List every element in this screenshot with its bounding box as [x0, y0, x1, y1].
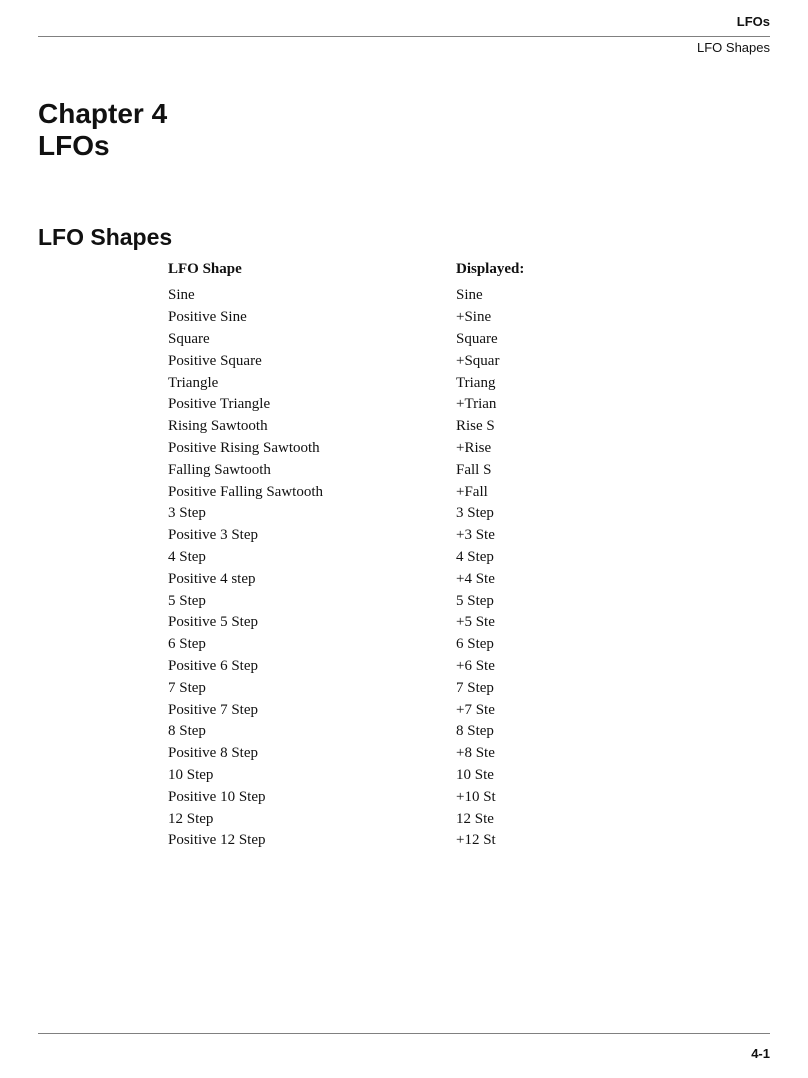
- displayed-cell: 6 Step: [456, 636, 494, 653]
- lfo-shape-cell: 10 Step: [168, 766, 214, 783]
- table-body: [168, 285, 576, 852]
- displayed-cell: Square: [456, 330, 498, 347]
- header-section-label: LFO Shapes: [697, 40, 770, 55]
- lfo-shape-table: [168, 259, 576, 852]
- displayed-cell: +8 Ste: [456, 745, 495, 762]
- table-row: [168, 765, 576, 787]
- lfo-shape-cell: Triangle: [168, 374, 219, 391]
- lfo-shape-cell: 4 Step: [168, 548, 206, 565]
- section-title: LFO Shapes: [38, 224, 173, 250]
- header-rule: [38, 36, 770, 37]
- lfo-shape-cell: Positive Triangle: [168, 396, 271, 413]
- footer-rule: [38, 1033, 770, 1034]
- table-header-row: [168, 259, 576, 285]
- lfo-shape-cell: Positive 10 Step: [168, 788, 266, 805]
- column-header-displayed: Displayed:: [456, 261, 525, 277]
- table-row: [168, 416, 576, 438]
- displayed-cell: +Trian: [456, 396, 497, 413]
- displayed-cell: +4 Ste: [456, 570, 495, 587]
- lfo-shape-cell: Positive 7 Step: [168, 701, 259, 718]
- lfo-shape-cell: Positive Sine: [168, 309, 247, 326]
- lfo-shape-cell: Sine: [168, 287, 195, 304]
- lfo-shape-cell: 5 Step: [168, 592, 206, 609]
- lfo-shape-cell: 12 Step: [168, 810, 214, 827]
- displayed-cell: 3 Step: [456, 505, 494, 522]
- table-row: [168, 830, 576, 852]
- lfo-shape-cell: Positive 3 Step: [168, 527, 259, 544]
- lfo-shape-cell: Positive Square: [168, 352, 262, 369]
- table-row: [168, 743, 576, 765]
- page-number: 4-1: [751, 1046, 770, 1061]
- lfo-shape-cell: 7 Step: [168, 679, 206, 696]
- table-row: [168, 612, 576, 634]
- lfo-shape-cell: Positive 5 Step: [168, 614, 259, 631]
- displayed-cell: 5 Step: [456, 592, 494, 609]
- header-chapter-label: LFOs: [736, 14, 770, 29]
- lfo-shape-cell: Positive 12 Step: [168, 832, 266, 849]
- lfo-shape-cell: Positive Falling Sawtooth: [168, 483, 324, 500]
- table-row: [168, 786, 576, 808]
- table-row: [168, 329, 576, 351]
- table-row: [168, 525, 576, 547]
- column-header-lfo-shape: LFO Shape: [168, 261, 242, 277]
- lfo-shape-cell: 6 Step: [168, 636, 206, 653]
- lfo-shape-cell: 3 Step: [168, 505, 206, 522]
- lfo-shape-cell: Falling Sawtooth: [168, 461, 271, 478]
- displayed-cell: Fall S: [456, 461, 492, 478]
- lfo-shape-cell: Positive 4 step: [168, 570, 256, 587]
- displayed-cell: 4 Step: [456, 548, 494, 565]
- table-row: [168, 503, 576, 525]
- lfo-shape-cell: Positive 8 Step: [168, 745, 259, 762]
- table-row: [168, 394, 576, 416]
- lfo-shape-cell: Rising Sawtooth: [168, 418, 268, 435]
- chapter-title: [38, 98, 167, 162]
- displayed-cell: +3 Ste: [456, 527, 495, 544]
- displayed-cell: 10 Ste: [456, 766, 494, 783]
- table-row: [168, 634, 576, 656]
- displayed-cell: Sine: [456, 287, 483, 304]
- displayed-cell: +Rise: [456, 439, 492, 456]
- displayed-cell: +Sine: [456, 309, 492, 326]
- table-row: [168, 481, 576, 503]
- displayed-cell: 12 Ste: [456, 810, 494, 827]
- displayed-cell: +Fall: [456, 483, 488, 500]
- displayed-cell: +5 Ste: [456, 614, 495, 631]
- chapter-name: LFOs: [38, 130, 110, 161]
- table-row: [168, 699, 576, 721]
- lfo-shape-cell: Positive 6 Step: [168, 657, 259, 674]
- table-row: [168, 590, 576, 612]
- displayed-cell: +7 Ste: [456, 701, 495, 718]
- displayed-cell: +12 St: [456, 832, 496, 849]
- table-row: [168, 677, 576, 699]
- displayed-cell: Rise S: [456, 418, 495, 435]
- table-row: [168, 568, 576, 590]
- displayed-cell: Triang: [456, 374, 496, 391]
- table-row: [168, 547, 576, 569]
- table-row: [168, 721, 576, 743]
- lfo-shape-cell: 8 Step: [168, 723, 206, 740]
- table-row: [168, 656, 576, 678]
- displayed-cell: 7 Step: [456, 679, 494, 696]
- table-row: [168, 307, 576, 329]
- table-row: [168, 285, 576, 307]
- table-row: [168, 459, 576, 481]
- table-row: [168, 438, 576, 460]
- lfo-shape-cell: Positive Rising Sawtooth: [168, 439, 320, 456]
- table-row: [168, 372, 576, 394]
- displayed-cell: +10 St: [456, 788, 496, 805]
- displayed-cell: +6 Ste: [456, 657, 495, 674]
- table-row: [168, 808, 576, 830]
- displayed-cell: +Squar: [456, 352, 500, 369]
- chapter-number: Chapter 4: [38, 98, 168, 129]
- table-row: [168, 350, 576, 372]
- displayed-cell: 8 Step: [456, 723, 494, 740]
- lfo-shape-cell: Square: [168, 330, 210, 347]
